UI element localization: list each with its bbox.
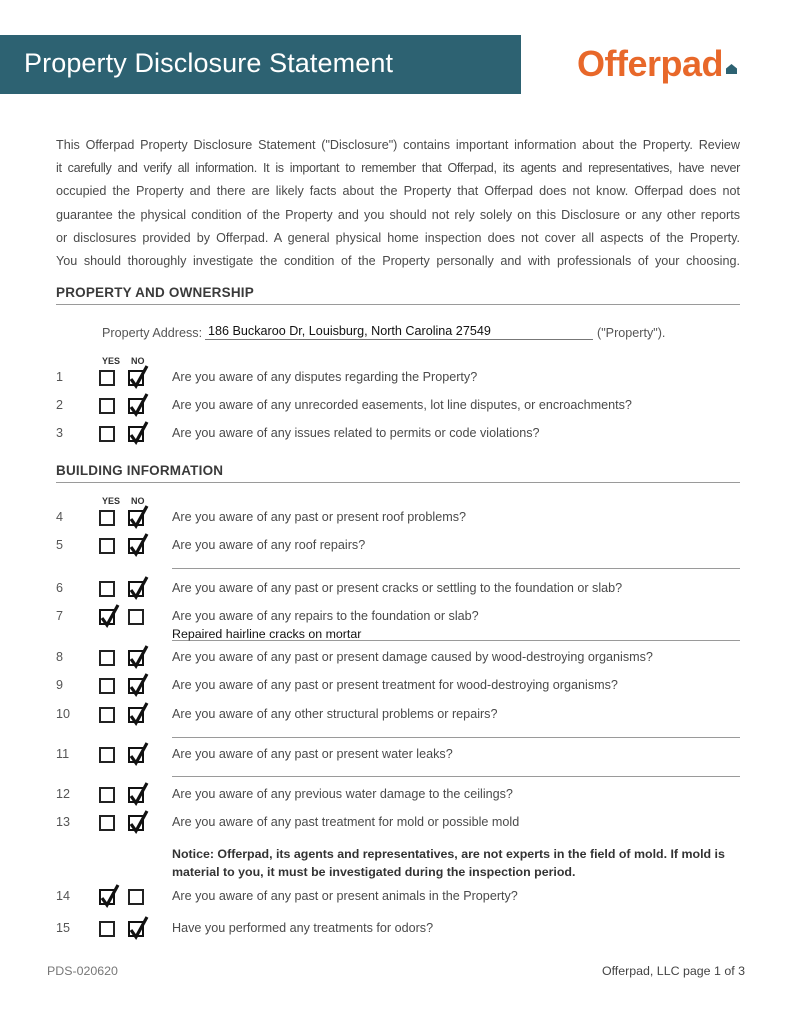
question-number: 3 — [56, 426, 64, 440]
explanation-field-q7[interactable]: Repaired hairline cracks on mortar — [172, 627, 362, 641]
question-number: 1 — [56, 370, 64, 384]
checkbox-no-q3[interactable] — [128, 426, 144, 442]
checkmark-icon — [129, 783, 149, 805]
checkbox-no-q4[interactable] — [128, 510, 144, 526]
checkbox-no-q8[interactable] — [128, 650, 144, 666]
question-text: Are you aware of any past or present water leaks? — [172, 747, 453, 761]
page-title: Property Disclosure Statement — [24, 48, 394, 78]
property-address-label: Property Address: — [102, 326, 203, 340]
checkbox-no-q13[interactable] — [128, 815, 144, 831]
property-address-suffix: ("Property"). — [597, 326, 666, 340]
checkmark-icon — [129, 743, 149, 765]
question-number: 5 — [56, 538, 64, 552]
mold-notice: Notice: Offerpad, its agents and representatives, are not experts in the field of mold. If mold is material to you, it must be investigated during the inspection period. — [172, 847, 725, 879]
question-number: 9 — [56, 678, 64, 692]
checkmark-icon — [129, 394, 149, 416]
checkbox-no-q14[interactable] — [128, 889, 144, 905]
section-heading-property-ownership: PROPERTY AND OWNERSHIP — [56, 285, 740, 305]
checkbox-yes-q14[interactable] — [99, 889, 115, 905]
checkbox-no-q12[interactable] — [128, 787, 144, 803]
page-info: Offerpad, LLC page 1 of 3 — [601, 964, 745, 978]
question-text: Are you aware of any past or present damage caused by wood-destroying organisms? — [172, 650, 653, 664]
checkmark-icon — [129, 917, 149, 939]
intro-line: You should thoroughly investigate the condition of the Property personally and with professionals of your choosing. — [56, 254, 740, 269]
checkbox-no-q6[interactable] — [128, 581, 144, 597]
question-text: Are you aware of any past or present treatment for wood-destroying organisms? — [172, 678, 618, 692]
property-address-underline — [205, 339, 593, 340]
checkbox-yes-q7[interactable] — [99, 609, 115, 625]
checkmark-icon — [129, 646, 149, 668]
question-text: Are you aware of any past treatment for mold or possible mold — [172, 815, 520, 829]
yes-column-label: YES — [102, 356, 121, 366]
intro-line: or disclosures provided by Offerpad. A general physical home inspection does not cover all aspects of the Property. — [56, 230, 740, 245]
checkmark-icon — [129, 366, 149, 388]
question-text: Are you aware of any disputes regarding the Property? — [172, 370, 478, 384]
intro-line: This Offerpad Property Disclosure Statement ("Disclosure") contains important information about the Property. Review — [56, 138, 740, 152]
checkmark-icon — [129, 534, 149, 556]
checkbox-yes-q9[interactable] — [99, 678, 115, 694]
checkmark-icon — [129, 811, 149, 833]
checkbox-no-q10[interactable] — [128, 707, 144, 723]
checkmark-icon — [129, 506, 149, 528]
intro-line: it carefully and verify all information. It is important to remember that Offerpad, its agents and representatives, have never — [56, 161, 740, 176]
no-column-label: NO — [131, 496, 145, 506]
question-number: 2 — [56, 398, 64, 412]
checkbox-yes-q5[interactable] — [99, 538, 115, 554]
checkbox-no-q9[interactable] — [128, 678, 144, 694]
no-column-label: NO — [131, 356, 145, 366]
explanation-line-q5 — [172, 568, 740, 569]
property-address-field[interactable]: 186 Buckaroo Dr, Louisburg, North Carolina 27549 — [208, 324, 491, 338]
checkbox-yes-q8[interactable] — [99, 650, 115, 666]
question-number: 8 — [56, 650, 64, 664]
house-icon — [726, 64, 737, 74]
question-number: 6 — [56, 581, 64, 595]
question-text: Are you aware of any roof repairs? — [172, 538, 366, 552]
question-number: 14 — [56, 889, 71, 903]
checkmark-icon — [129, 422, 149, 444]
question-number: 11 — [56, 747, 70, 761]
checkmark-icon — [129, 577, 149, 599]
question-text: Are you aware of any past or present cracks or settling to the foundation or slab? — [172, 581, 623, 595]
checkbox-yes-q3[interactable] — [99, 426, 115, 442]
explanation-line-q10 — [172, 737, 740, 738]
checkbox-no-q15[interactable] — [128, 921, 144, 937]
checkbox-no-q5[interactable] — [128, 538, 144, 554]
checkbox-no-q7[interactable] — [128, 609, 144, 625]
section-heading-building-information: BUILDING INFORMATION — [56, 463, 740, 483]
checkbox-no-q2[interactable] — [128, 398, 144, 414]
question-text: Are you aware of any past or present animals in the Property? — [172, 889, 518, 903]
question-number: 15 — [56, 921, 71, 935]
checkmark-icon — [100, 885, 120, 907]
checkmark-icon — [100, 605, 120, 627]
question-text: Are you aware of any other structural problems or repairs? — [172, 707, 498, 721]
question-text: Are you aware of any issues related to permits or code violations? — [172, 426, 540, 440]
checkbox-yes-q12[interactable] — [99, 787, 115, 803]
offerpad-logo — [577, 40, 737, 82]
checkbox-yes-q10[interactable] — [99, 707, 115, 723]
question-number: 7 — [56, 609, 64, 623]
explanation-line-q11 — [172, 776, 740, 777]
question-text: Are you aware of any unrecorded easements, lot line disputes, or encroachments? — [172, 398, 632, 412]
checkbox-no-q1[interactable] — [128, 370, 144, 386]
checkbox-yes-q4[interactable] — [99, 510, 115, 526]
checkmark-icon — [129, 703, 149, 725]
checkbox-yes-q11[interactable] — [99, 747, 115, 763]
form-code: PDS-020620 — [47, 964, 118, 978]
checkbox-yes-q15[interactable] — [99, 921, 115, 937]
intro-line: guarantee the physical condition of the Property and you should not rely solely on this Disclosure or any other reports — [56, 207, 740, 222]
yes-column-label: YES — [102, 496, 121, 506]
question-text: Have you performed any treatments for odors? — [172, 921, 434, 935]
question-text: Are you aware of any past or present roof problems? — [172, 510, 467, 524]
checkbox-yes-q6[interactable] — [99, 581, 115, 597]
checkbox-yes-q1[interactable] — [99, 370, 115, 386]
question-number: 10 — [56, 707, 71, 721]
intro-paragraph — [56, 134, 740, 273]
intro-line: occupied the Property and there are likely facts about the Property that Offerpad does not know. Offerpad does not — [56, 184, 740, 199]
question-number: 12 — [56, 787, 71, 801]
checkbox-yes-q2[interactable] — [99, 398, 115, 414]
question-text: Are you aware of any previous water damage to the ceilings? — [172, 787, 513, 801]
question-text: Are you aware of any repairs to the foundation or slab? — [172, 609, 479, 623]
question-number: 13 — [56, 815, 71, 829]
logo-wordmark: Offerpad — [577, 43, 724, 84]
question-number: 4 — [56, 510, 64, 524]
checkbox-yes-q13[interactable] — [99, 815, 115, 831]
checkbox-no-q11[interactable] — [128, 747, 144, 763]
checkmark-icon — [129, 674, 149, 696]
